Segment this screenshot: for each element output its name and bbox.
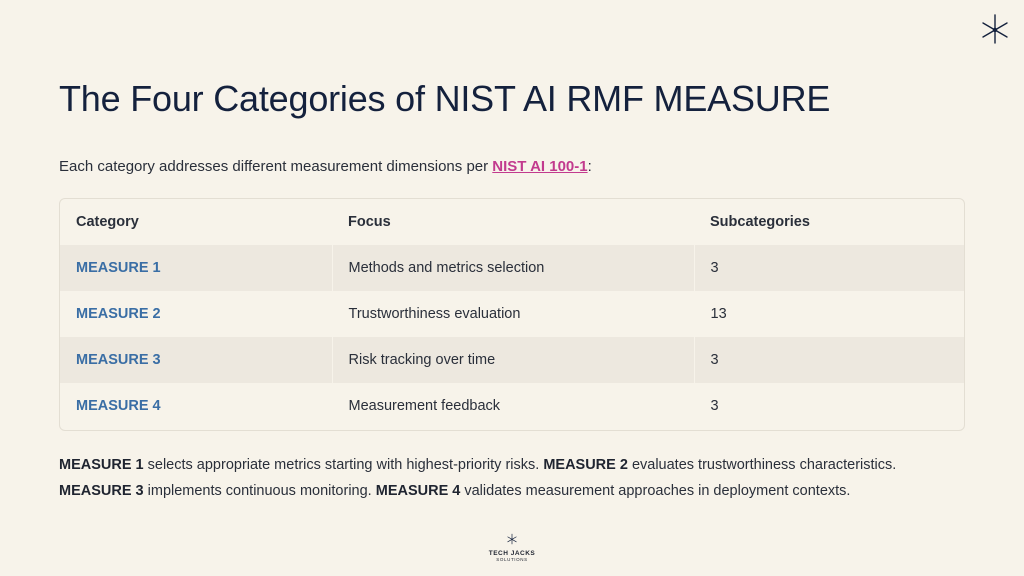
footer-logo — [484, 532, 540, 562]
table-row — [60, 383, 964, 429]
footer-sub: SOLUTIONS — [496, 557, 528, 562]
subcategories-cell: 3 — [694, 245, 964, 291]
table-row — [60, 245, 964, 291]
subcategories-cell: 3 — [694, 337, 964, 383]
star-logo-icon — [506, 533, 518, 545]
categories-table — [59, 198, 965, 431]
summary-text-part: selects appropriate metrics starting with highest-priority risks. — [143, 457, 544, 473]
nist-ai-100-1-link[interactable]: NIST AI 100-1 — [492, 158, 588, 175]
focus-cell: Trustworthiness evaluation — [332, 291, 694, 337]
focus-cell: Measurement feedback — [332, 383, 694, 429]
footer-brand: TECH JACKS — [488, 550, 536, 557]
intro-prefix: Each category addresses different measurement dimensions per — [59, 158, 493, 175]
category-cell: MEASURE 1 — [60, 245, 332, 291]
focus-cell: Methods and metrics selection — [332, 245, 694, 291]
star-logo-icon — [978, 12, 1012, 46]
table-header-row — [60, 199, 964, 245]
summary-text — [59, 452, 979, 504]
summary-bold: MEASURE 3 — [59, 483, 144, 499]
subcategories-cell: 13 — [694, 291, 964, 337]
category-cell: MEASURE 2 — [76, 306, 161, 322]
summary-text-part: validates measurement approaches in deployment contexts. — [460, 483, 851, 499]
summary-text-part: implements continuous monitoring. — [143, 483, 376, 499]
intro-suffix: : — [587, 158, 592, 175]
focus-cell: Risk tracking over time — [332, 337, 694, 383]
header-subcategories: Subcategories — [710, 214, 810, 230]
subcategories-cell: 3 — [694, 383, 964, 429]
table-row — [60, 291, 964, 337]
summary-bold: MEASURE 4 — [375, 483, 461, 499]
header-focus: Focus — [348, 214, 391, 230]
summary-bold: MEASURE 1 — [59, 457, 144, 473]
category-cell: MEASURE 4 — [76, 398, 161, 414]
header-category: Category — [76, 214, 139, 230]
intro-text — [59, 158, 592, 175]
page-title: The Four Categories of NIST AI RMF MEASURE — [59, 78, 831, 119]
category-cell: MEASURE 3 — [60, 337, 332, 383]
summary-bold: MEASURE 2 — [543, 457, 628, 473]
table-row — [60, 337, 964, 383]
summary-text-part: evaluates trustworthiness characteristics. — [627, 457, 897, 473]
